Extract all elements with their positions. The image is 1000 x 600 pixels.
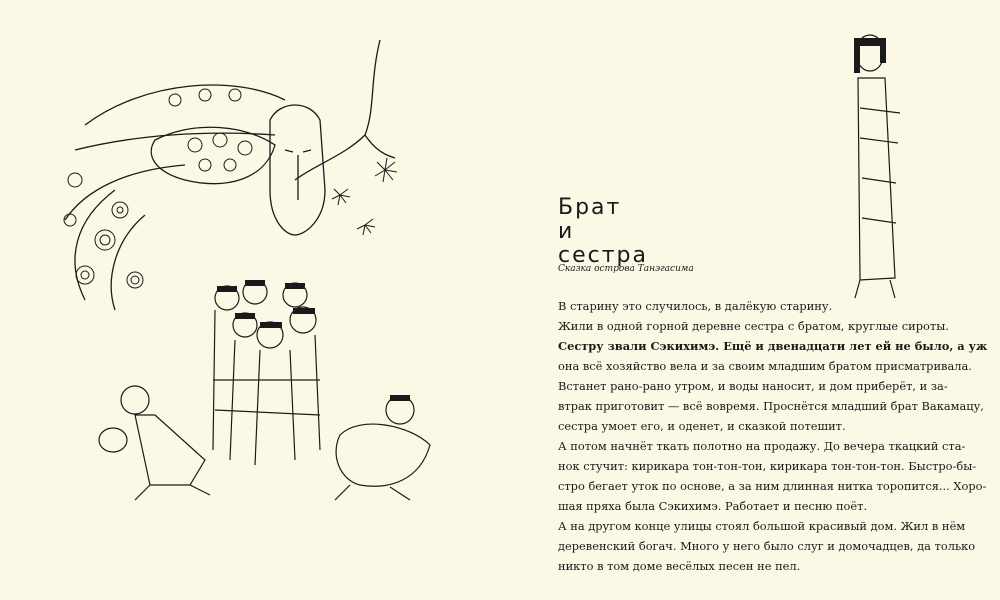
girl-in-kimono-illustration (840, 18, 920, 303)
text-line: Сестру звали Сэкихимэ. Ещё и двенадцати лет ей не было, а уж (558, 339, 988, 353)
text-line: нок стучит: кирикара тон-тон-тон, кирикара тон-тон-тон. Быстро-бы- (558, 459, 977, 473)
text-line: деревенский богач. Много у него было слуг и домочадцев, да только (558, 539, 976, 553)
text-line: втрак приготовит — всё вовремя. Проснётся младший брат Вакамацу, (558, 399, 984, 413)
story-title (558, 196, 648, 268)
text-line: она всё хозяйство вела и за своим младшим братом присматривала. (558, 359, 972, 373)
text-line: Встанет рано-рано утром, и воды наносит, и дом приберёт, и за- (558, 379, 948, 393)
text-line: А потом начнёт ткать полотно на продажу. До вечера ткацкий ста- (558, 439, 966, 453)
story-subtitle: Сказка острова Танэгасима (558, 264, 694, 274)
title-line-1: Брат (558, 195, 622, 220)
story-body (558, 296, 988, 576)
text-line: стро бегает уток по основе, а за ним длинная нитка торопится... Хоро- (558, 479, 987, 493)
running-child-illustration (95, 375, 230, 505)
running-woman-illustration (320, 385, 445, 505)
title-line-2: и (558, 219, 575, 244)
text-line: Жили в одной горной деревне сестра с братом, круглые сироты. (558, 319, 949, 333)
text-line: В старину это случилось, в далёкую старину. (558, 299, 833, 313)
text-line: никто в том доме весёлых песен не пел. (558, 559, 801, 573)
text-line: А на другом конце улицы стоял большой красивый дом. Жил в нём (558, 519, 966, 533)
text-line: шая пряха была Сэкихимэ. Работает и песню поёт. (558, 499, 868, 513)
title-line-3: сестра (558, 243, 648, 268)
text-line: сестра умоет его, и оденет, и сказкой потешит. (558, 419, 846, 433)
